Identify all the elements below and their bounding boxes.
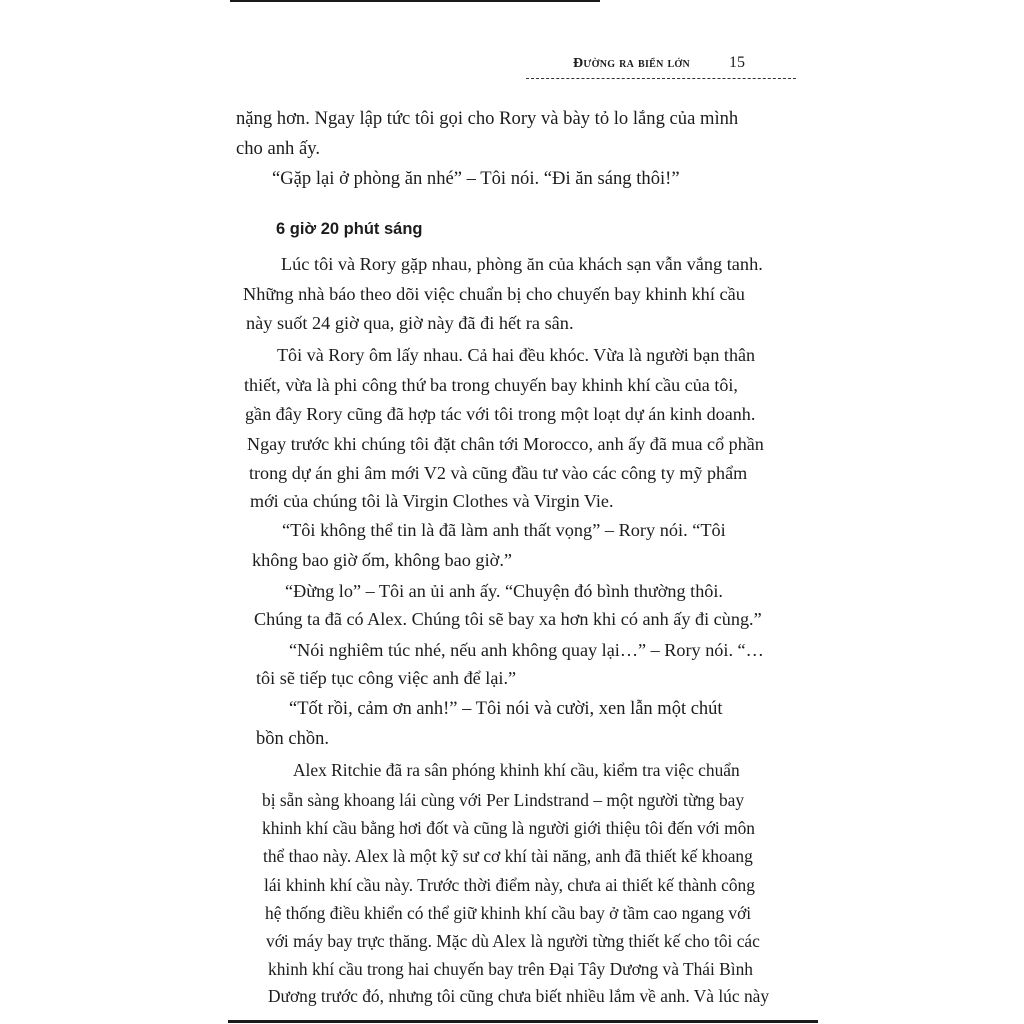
text-line: “Nói nghiêm túc nhé, nếu anh không quay lại…” – Rory nói. “… (289, 640, 764, 660)
page-number: 15 (729, 54, 745, 71)
text-line: này suốt 24 giờ qua, giờ này đã đi hết ra sân. (246, 313, 574, 333)
section-heading: 6 giờ 20 phút sáng (276, 220, 423, 238)
text-line: mới của chúng tôi là Virgin Clothes và Virgin Vie. (250, 491, 614, 511)
running-header (526, 54, 796, 79)
running-title: Đường ra biển lớn (573, 56, 691, 71)
text-line: Chúng ta đã có Alex. Chúng tôi sẽ bay xa hơn khi có anh ấy đi cùng.” (254, 609, 762, 629)
text-line: gần đây Rory cũng đã hợp tác với tôi trong một loạt dự án kinh doanh. (245, 404, 756, 424)
text-line: Những nhà báo theo dõi việc chuẩn bị cho chuyến bay khinh khí cầu (243, 284, 745, 304)
text-line: hệ thống điều khiển có thể giữ khinh khí cầu bay ở tầm cao ngang với (265, 903, 752, 923)
text-line: khinh khí cầu trong hai chuyến bay trên Đại Tây Dương và Thái Bình (268, 959, 754, 979)
text-line: nặng hơn. Ngay lập tức tôi gọi cho Rory và bày tỏ lo lắng của mình (236, 108, 739, 129)
text-line: thể thao này. Alex là một kỹ sư cơ khí tài năng, anh đã thiết kế khoang (263, 846, 753, 866)
text-line: thiết, vừa là phi công thứ ba trong chuyến bay khinh khí cầu của tôi, (244, 375, 738, 395)
text-line: lái khinh khí cầu này. Trước thời điểm này, chưa ai thiết kế thành công (264, 875, 755, 895)
text-line: không bao giờ ốm, không bao giờ.” (252, 550, 513, 570)
text-line: “Gặp lại ở phòng ăn nhé” – Tôi nói. “Đi ăn sáng thôi!” (272, 168, 680, 189)
text-line: bị sẵn sàng khoang lái cùng với Per Lindstrand – một người từng bay (262, 790, 745, 810)
text-line: cho anh ấy. (236, 138, 320, 159)
text-line: Tôi và Rory ôm lấy nhau. Cả hai đều khóc. Vừa là người bạn thân (277, 345, 756, 365)
text-line: Lúc tôi và Rory gặp nhau, phòng ăn của khách sạn vẫn vắng tanh. (281, 254, 763, 274)
text-line: tôi sẽ tiếp tục công việc anh để lại.” (256, 668, 517, 688)
text-line: Alex Ritchie đã ra sân phóng khinh khí cầu, kiểm tra việc chuẩn (293, 760, 740, 780)
text-line: khinh khí cầu bằng hơi đốt và cũng là người giới thiệu tôi đến với môn (262, 818, 755, 838)
text-line: Dương trước đó, nhưng tôi cũng chưa biết nhiều lắm về anh. Và lúc này (268, 986, 770, 1006)
text-line: với máy bay trực thăng. Mặc dù Alex là người từng thiết kế cho tôi các (266, 931, 760, 951)
text-line: “Tôi không thể tin là đã làm anh thất vọng” – Rory nói. “Tôi (282, 520, 726, 540)
text-line: trong dự án ghi âm mới V2 và cũng đầu tư vào các công ty mỹ phẩm (249, 463, 748, 483)
text-line: “Tốt rồi, cảm ơn anh!” – Tôi nói và cười, xen lẫn một chút (289, 699, 723, 719)
text-line: Ngay trước khi chúng tôi đặt chân tới Morocco, anh ấy đã mua cổ phần (247, 434, 764, 454)
top-edge-rule (230, 0, 600, 2)
text-line: bồn chồn. (256, 729, 329, 749)
bottom-edge-rule (228, 1020, 818, 1023)
text-line: “Đừng lo” – Tôi an ủi anh ấy. “Chuyện đó bình thường thôi. (285, 581, 723, 601)
